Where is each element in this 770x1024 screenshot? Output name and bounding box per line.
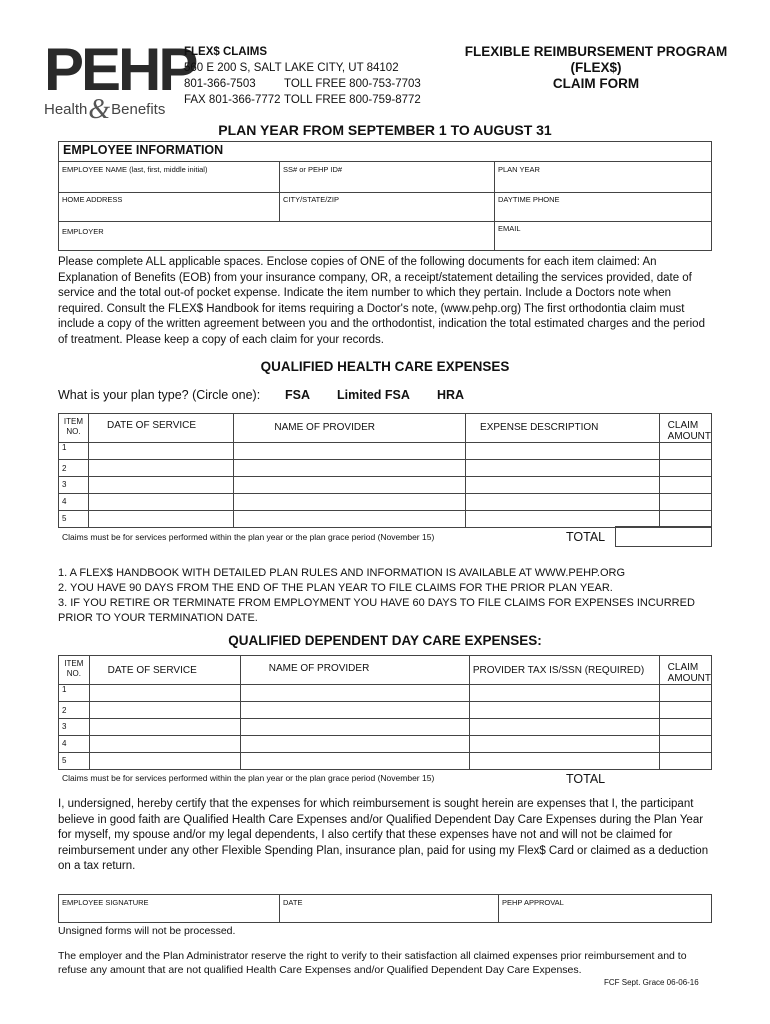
column-header-date-of-service: DATE OF SERVICE bbox=[88, 414, 233, 443]
amount-cell[interactable] bbox=[659, 477, 711, 494]
date-cell[interactable] bbox=[89, 719, 240, 736]
row-number: 4 bbox=[59, 494, 89, 511]
city-state-zip-field[interactable] bbox=[279, 192, 495, 221]
pehp-approval-label: PEHP APPROVAL bbox=[502, 898, 564, 907]
tax-id-cell[interactable] bbox=[469, 685, 659, 702]
amount-cell[interactable] bbox=[659, 719, 711, 736]
pehp-approval-field[interactable] bbox=[498, 895, 712, 922]
unsigned-notice: Unsigned forms will not be processed. bbox=[58, 925, 236, 937]
provider-cell[interactable] bbox=[234, 460, 466, 477]
pehp-logo: PEHP bbox=[44, 36, 196, 103]
address-fax-row bbox=[184, 92, 421, 108]
address-title: FLEX$ CLAIMS bbox=[184, 46, 268, 58]
column-header-name-of-provider: NAME OF PROVIDER bbox=[240, 656, 469, 685]
date-cell[interactable] bbox=[88, 494, 233, 511]
employer-field[interactable] bbox=[59, 221, 494, 250]
form-title-line3: CLAIM FORM bbox=[552, 76, 640, 91]
row-number: 5 bbox=[59, 753, 90, 770]
table-row[interactable] bbox=[59, 753, 712, 770]
date-field[interactable] bbox=[279, 895, 499, 922]
home-address-label: HOME ADDRESS bbox=[62, 195, 123, 204]
row-number: 3 bbox=[59, 477, 89, 494]
table-row[interactable] bbox=[59, 702, 712, 719]
dependent-footnote: Claims must be for services performed within the plan year or the plan grace period (November 15) bbox=[62, 773, 435, 783]
health-expense-table bbox=[58, 413, 712, 528]
amount-cell[interactable] bbox=[659, 460, 711, 477]
table-row[interactable] bbox=[59, 460, 712, 477]
date-cell[interactable] bbox=[89, 685, 240, 702]
address-phone: 801-366-7503 bbox=[184, 78, 256, 90]
row-number: 4 bbox=[59, 736, 90, 753]
ss-id-label: SS# or PEHP ID# bbox=[283, 165, 343, 174]
amount-cell[interactable] bbox=[659, 494, 711, 511]
column-header-item-no: ITEM NO. bbox=[59, 656, 90, 685]
city-state-zip-label: CITY/STATE/ZIP bbox=[283, 195, 339, 204]
column-header-provider-tax-id: PROVIDER TAX IS/SSN (REQUIRED) bbox=[469, 656, 659, 685]
column-header-claim-amount: CLAIM AMOUNT bbox=[659, 656, 711, 685]
form-title bbox=[446, 44, 746, 92]
table-row[interactable] bbox=[59, 685, 712, 702]
certification-text: I, undersigned, hereby certify that the expenses for which reimbursement is sought herein are expenses that I, the participant believe in good faith are Qualified Health Care Expenses and/or Qualified Dependent Day Care Expenses during the Plan Year for myself, my spouse and/or my legal dependents, I also certify that these expenses have not and will not be claimed for reimbursement under any other Flexible Spending Plan, insurance plan, paid for using my Flex$ Card or claimed as a deduction on a tax return. bbox=[58, 798, 709, 872]
date-cell[interactable] bbox=[88, 443, 233, 460]
provider-cell[interactable] bbox=[240, 685, 469, 702]
amount-cell[interactable] bbox=[659, 443, 711, 460]
column-header-expense-description: EXPENSE DESCRIPTION bbox=[466, 414, 660, 443]
provider-cell[interactable] bbox=[240, 753, 469, 770]
address-block bbox=[184, 44, 421, 108]
tax-id-cell[interactable] bbox=[469, 753, 659, 770]
employee-info-heading: EMPLOYEE INFORMATION bbox=[63, 143, 224, 157]
table-row[interactable] bbox=[59, 494, 712, 511]
description-cell[interactable] bbox=[466, 494, 660, 511]
dependent-expense-table bbox=[58, 655, 712, 770]
tax-id-cell[interactable] bbox=[469, 736, 659, 753]
table-header-row bbox=[59, 656, 712, 685]
form-title-line2: (FLEX$) bbox=[570, 60, 622, 75]
provider-cell[interactable] bbox=[240, 719, 469, 736]
provider-cell[interactable] bbox=[234, 511, 466, 528]
daytime-phone-label: DAYTIME PHONE bbox=[498, 195, 560, 204]
provider-cell[interactable] bbox=[240, 736, 469, 753]
row-number: 5 bbox=[59, 511, 89, 528]
logo-ampersand: & bbox=[88, 94, 111, 125]
health-total-label: TOTAL bbox=[566, 530, 606, 544]
amount-cell[interactable] bbox=[659, 736, 711, 753]
column-header-date-of-service: DATE OF SERVICE bbox=[89, 656, 240, 685]
dependent-section-title: QUALIFIED DEPENDENT DAY CARE EXPENSES: bbox=[228, 633, 542, 648]
signature-box bbox=[58, 894, 712, 923]
provider-cell[interactable] bbox=[234, 494, 466, 511]
description-cell[interactable] bbox=[466, 477, 660, 494]
address-fax-toll-free: TOLL FREE 800-759-8772 bbox=[284, 94, 421, 106]
plan-type-fsa[interactable]: FSA bbox=[285, 388, 310, 402]
address-fax: FAX 801-366-7772 bbox=[184, 94, 281, 106]
logo-benefits: Benefits bbox=[111, 101, 166, 118]
table-row[interactable] bbox=[59, 736, 712, 753]
table-row[interactable] bbox=[59, 511, 712, 528]
tax-id-cell[interactable] bbox=[469, 702, 659, 719]
note-item: 1. A FLEX$ HANDBOOK WITH DETAILED PLAN RULES AND INFORMATION IS AVAILABLE AT WWW.PEHP.ORG bbox=[58, 567, 626, 579]
date-cell[interactable] bbox=[89, 736, 240, 753]
email-field[interactable] bbox=[494, 221, 712, 250]
table-row[interactable] bbox=[59, 443, 712, 460]
provider-cell[interactable] bbox=[240, 702, 469, 719]
date-cell[interactable] bbox=[89, 702, 240, 719]
amount-cell[interactable] bbox=[659, 511, 711, 528]
amount-cell[interactable] bbox=[659, 753, 711, 770]
reserve-notice: The employer and the Plan Administrator reserve the right to verify to their satisfaction all claimed expenses prior reimbursement and to refuse any amount that are not qualified Health Care Expenses and/or Qualified Dependent Day Care Expenses. bbox=[58, 950, 687, 976]
plan-type-question: What is your plan type? (Circle one): bbox=[58, 388, 261, 402]
plan-year-label: PLAN YEAR bbox=[498, 165, 540, 174]
note-item: 2. YOU HAVE 90 DAYS FROM THE END OF THE PLAN YEAR TO FILE CLAIMS FOR THE PRIOR PLAN YEAR. bbox=[58, 582, 613, 594]
provider-cell[interactable] bbox=[234, 443, 466, 460]
row-number: 3 bbox=[59, 719, 90, 736]
note-item: 3. IF YOU RETIRE OR TERMINATE FROM EMPLOYMENT YOU HAVE 60 DAYS TO FILE CLAIMS FOR EXPENSES INCURRED PRIOR TO YOUR TERMINATION DATE. bbox=[58, 597, 695, 624]
form-code: FCF Sept. Grace 06-06-16 bbox=[604, 978, 699, 987]
form-title-line1: FLEXIBLE REIMBURSEMENT PROGRAM bbox=[464, 44, 728, 59]
column-header-claim-amount: CLAIM AMOUNT bbox=[659, 414, 711, 443]
employee-signature-label: EMPLOYEE SIGNATURE bbox=[62, 898, 149, 907]
home-address-field[interactable] bbox=[59, 192, 279, 221]
employee-signature-field[interactable] bbox=[59, 895, 279, 922]
row-number: 2 bbox=[59, 702, 90, 719]
description-cell[interactable] bbox=[466, 443, 660, 460]
health-total-field[interactable] bbox=[615, 526, 712, 547]
instructions-text: Please complete ALL applicable spaces. Enclose copies of ONE of the following documents for each item claimed: An Explanation of Benefits (EOB) from your insurance company, OR, a receipt/statement detailing the services provided, date of service and the total out-of pocket expense. Indicate the item number to which they pertain. Include a Doctors note when required. Consult the FLEX$ Handbook for items requiring a Doctor's note, (www.pehp.org) The first orthodontia claim must include a copy of the written agreement between you and the orthodontist, indication the total estimated charges and the period of treatment. Please keep a copy of each claim for your records. bbox=[58, 256, 705, 346]
column-header-name-of-provider: NAME OF PROVIDER bbox=[234, 414, 466, 443]
date-cell[interactable] bbox=[89, 753, 240, 770]
description-cell[interactable] bbox=[466, 511, 660, 528]
dependent-total-label: TOTAL bbox=[566, 772, 606, 786]
row-number: 1 bbox=[59, 443, 89, 460]
amount-cell[interactable] bbox=[659, 702, 711, 719]
table-row[interactable] bbox=[59, 477, 712, 494]
tax-id-cell[interactable] bbox=[469, 719, 659, 736]
address-toll-free: TOLL FREE 800-753-7703 bbox=[284, 78, 421, 90]
table-header-row bbox=[59, 414, 712, 443]
row-number: 2 bbox=[59, 460, 89, 477]
date-label: DATE bbox=[283, 898, 303, 907]
address-street: 560 E 200 S, SALT LAKE CITY, UT 84102 bbox=[184, 62, 399, 74]
date-cell[interactable] bbox=[88, 511, 233, 528]
row-number: 1 bbox=[59, 685, 90, 702]
provider-cell[interactable] bbox=[234, 477, 466, 494]
health-footnote: Claims must be for services performed within the plan year or the plan grace period (November 15) bbox=[62, 532, 435, 542]
date-cell[interactable] bbox=[88, 477, 233, 494]
employer-label: EMPLOYER bbox=[62, 227, 104, 236]
table-row[interactable] bbox=[59, 719, 712, 736]
ss-id-field[interactable] bbox=[279, 162, 495, 192]
plan-year-heading: PLAN YEAR FROM SEPTEMBER 1 TO AUGUST 31 bbox=[218, 122, 552, 138]
daytime-phone-field[interactable] bbox=[494, 192, 712, 221]
email-label: EMAIL bbox=[498, 224, 521, 233]
date-cell[interactable] bbox=[88, 460, 233, 477]
plan-notes bbox=[58, 566, 718, 626]
plan-type-limited-fsa[interactable]: Limited FSA bbox=[337, 388, 410, 402]
employee-name-field[interactable] bbox=[59, 162, 279, 192]
logo-health: Health bbox=[44, 101, 88, 118]
plan-year-field[interactable] bbox=[494, 162, 712, 192]
amount-cell[interactable] bbox=[659, 685, 711, 702]
employee-name-label: EMPLOYEE NAME (last, first, middle initial) bbox=[62, 165, 208, 174]
employee-info-box bbox=[58, 141, 712, 251]
plan-type-hra[interactable]: HRA bbox=[437, 388, 465, 402]
column-header-item-no: ITEM NO. bbox=[59, 414, 89, 443]
address-phone-row bbox=[184, 76, 421, 92]
description-cell[interactable] bbox=[466, 460, 660, 477]
health-section-title: QUALIFIED HEALTH CARE EXPENSES bbox=[260, 359, 510, 374]
